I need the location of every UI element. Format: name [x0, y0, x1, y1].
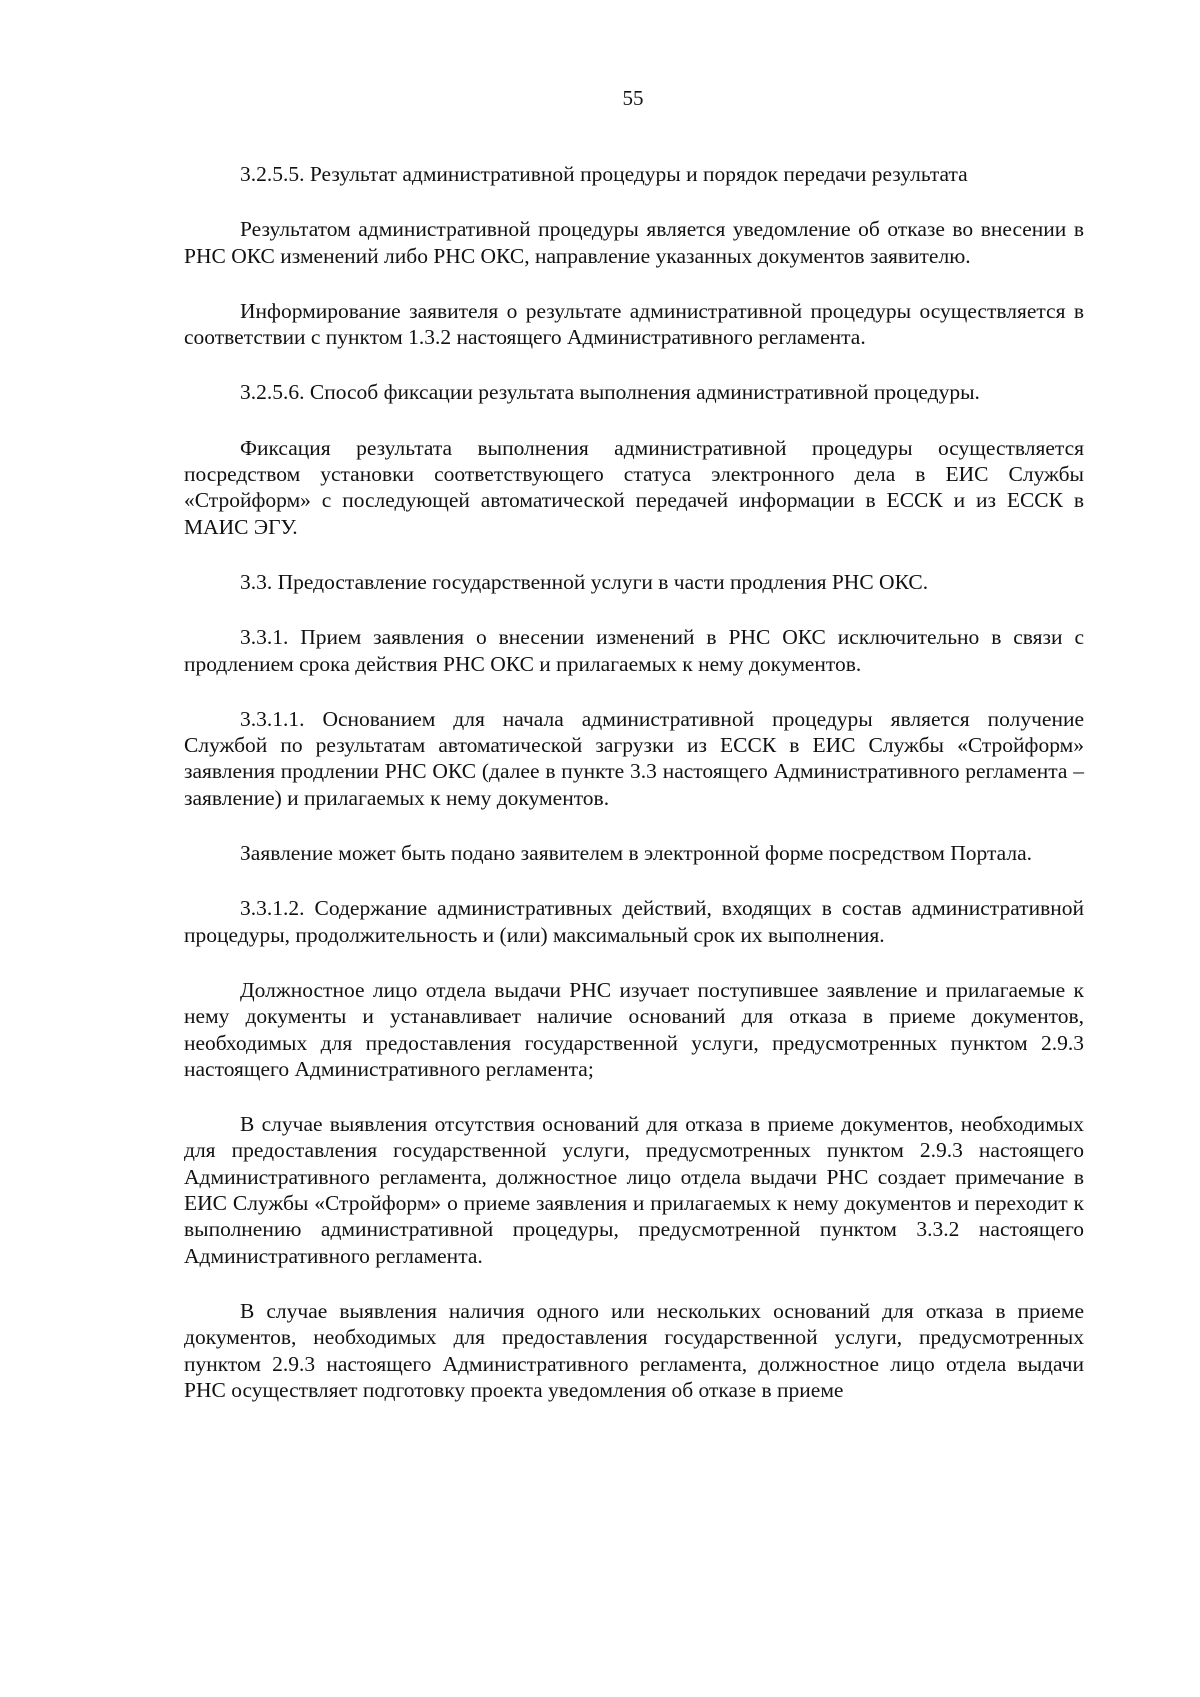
paragraph: Информирование заявителя о результате административной процедуры осуществляется в соответствии с пунктом 1.3.2 настоящего Административного регламента.: [184, 298, 1084, 350]
document-body: [184, 161, 1084, 1432]
paragraph: Заявление может быть подано заявителем в электронной форме посредством Портала.: [240, 841, 1033, 866]
section-heading-3-3-1-2: 3.3.1.2. Содержание административных действий, входящих в состав административной процедуры, продолжительность и (или) максимальный срок их выполнения.: [184, 896, 1084, 947]
section-heading-3-3-1: 3.3.1. Прием заявления о внесении изменений в РНС ОКС исключительно в связи с продлением срока действия РНС ОКС и прилагаемых к нему документов.: [184, 625, 1084, 676]
paragraph: В случае выявления отсутствия оснований для отказа в приеме документов, необходимых для предоставления государственной услуги, предусмотренных пунктом 2.9.3 настоящего Административного регламента, должностное лицо отдела выдачи РНС создает примечание в ЕИС Службы «Стройформ» о приеме заявления и прилагаемых к нему документов и переходит к выполнению административной процедуры, предусмотренной пунктом 3.3.2 настоящего Административного регламента.: [184, 1112, 1084, 1268]
paragraph: Должностное лицо отдела выдачи РНС изучает поступившее заявление и прилагаемые к нему документы и устанавливает наличие оснований для отказа в приеме документов, необходимых для предоставления государственной услуги, предусмотренных пунктом 2.9.3 настоящего Административного регламента;: [184, 977, 1084, 1081]
paragraph: Результатом административной процедуры является уведомление об отказе во внесении в РНС ОКС изменений либо РНС ОКС, направление указанных документов заявителю.: [184, 217, 1084, 268]
paragraph: В случае выявления наличия одного или нескольких оснований для отказа в приеме документов, необходимых для предоставления государственной услуги, предусмотренных пунктом 2.9.3 настоящего Административного регламента, должностное лицо отдела выдачи РНС осуществляет подготовку проекта уведомления об отказе в приеме: [184, 1298, 1084, 1402]
paragraph: Фиксация результата выполнения административной процедуры осуществляется посредством установки соответствующего статуса электронного дела в ЕИС Службы «Стройформ» с последующей автоматической передачей информации в ЕССК и из ЕССК в МАИС ЭГУ.: [184, 435, 1084, 539]
section-heading-3-3: 3.3. Предоставление государственной услуги в части продления РНС ОКС.: [240, 569, 929, 594]
section-heading-3-2-5-5: 3.2.5.5. Результат административной процедуры и порядок передачи результата: [240, 162, 968, 186]
section-heading-3-2-5-6: 3.2.5.6. Способ фиксации результата выполнения административной процедуры.: [240, 380, 980, 405]
page-number: 55: [622, 86, 644, 110]
paragraph: 3.3.1.1. Основанием для начала административной процедуры является получение Службой по результатам автоматической загрузки из ЕССК в ЕИС Службы «Стройформ» заявления продлении РНС ОКС (далее в пункте 3.3 настоящего Административного регламента – заявление) и прилагаемых к нему документов.: [184, 706, 1084, 810]
